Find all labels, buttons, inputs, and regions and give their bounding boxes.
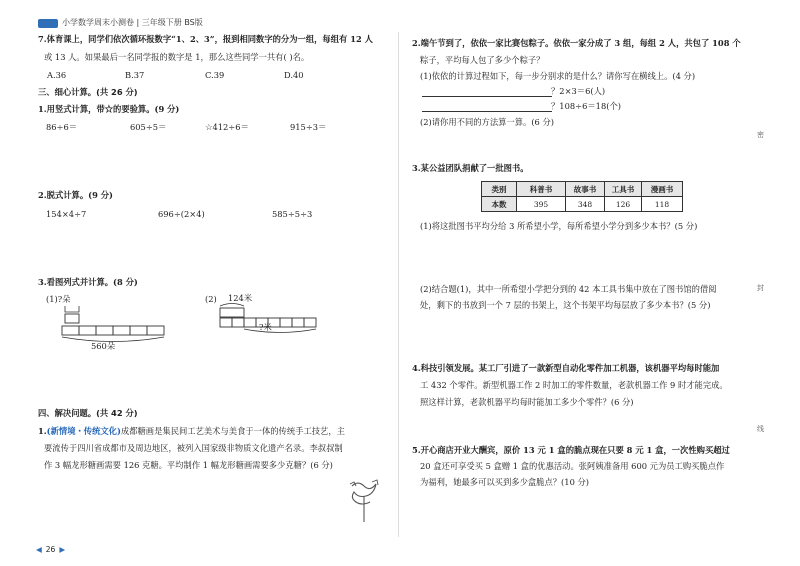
table-cell: 126 [605, 197, 642, 212]
p2-calc1: ？2×3＝6(人) [551, 86, 606, 96]
q7-option-c: C.39 [205, 70, 225, 80]
table-row [482, 182, 683, 197]
diagram2-bars [214, 300, 344, 340]
header-title: 小学数学周末小测卷 | 三年级下册 BS版 [62, 18, 203, 27]
diagram1-label: (1)?朵 [46, 294, 71, 304]
calc2-item: 585÷5÷3 [272, 209, 313, 219]
diagram2-top-value: 124米 [228, 293, 253, 303]
table-header: 科普书 [517, 182, 566, 197]
calc1-item: 605÷5＝ [130, 122, 167, 132]
p2-calc2: ？108÷6＝18(个) [551, 101, 621, 111]
page-number: 26 [45, 545, 56, 554]
next-page-icon[interactable]: ▶ [59, 545, 66, 554]
edge-mark: 密 [757, 131, 764, 139]
section-3-title: 三、细心计算。(共 26 分) [38, 87, 138, 97]
p2-answer-line[interactable] [422, 111, 552, 112]
p5-line3: 为福利，她最多可以买到多少盒脆点？(10 分) [420, 477, 590, 487]
table-cell: 395 [517, 197, 566, 212]
p2-answer-line[interactable] [422, 96, 552, 97]
q7-option-b: B.37 [125, 70, 145, 80]
calc1-item: 86÷6＝ [46, 122, 78, 132]
column-divider [398, 32, 399, 537]
calc3-title: 3.看图列式并计算。(8 分) [38, 277, 138, 287]
p1-line2: 要流传于四川省成都市及周边地区，被列入国家级非物质文化遗产名录。李叔叔制 [44, 443, 343, 453]
dragon-sugar-painting-icon [344, 476, 384, 524]
table-row [482, 197, 683, 212]
p3-sub2-line2: 处，剩下的书放到一个 7 层的书架上，这个书架平均每层放了多少本书？(5 分) [420, 300, 711, 310]
q7-line1: 7.体育课上，同学们依次循环报数字“1、2、3”，报到相同数字的分为一组，每组有 12 人 [38, 34, 373, 44]
table-header: 工具书 [605, 182, 642, 197]
table-row-label: 本数 [482, 197, 517, 212]
q7-option-d: D.40 [284, 70, 304, 80]
page-footer [36, 545, 65, 554]
p5-line1: 5.开心商店开业大酬宾，原价 13 元 1 盒的脆点现在只要 8 元 1 盒，一次性购买超过 [412, 445, 730, 455]
q7-option-a: A.36 [47, 70, 67, 80]
calc2-item: 696÷(2×4) [158, 209, 205, 219]
p1-number: 1. [38, 426, 47, 436]
table-header: 类别 [482, 182, 517, 197]
p2-sub2: (2)请你用不同的方法算一算。(6 分) [420, 117, 555, 127]
p4-line1: 4.科技引领发展。某工厂引进了一款新型自动化零件加工机器，该机器平均每时能加 [412, 363, 720, 373]
p2-line1: 2.端午节到了，依依一家比赛包粽子。依依一家分成了 3 组，每组 2 人，共包了 108 个 [412, 38, 741, 48]
calc2-title: 2.脱式计算。(9 分) [38, 190, 113, 200]
p5-line2: 20 盒还可享受买 5 盒赠 1 盒的优惠活动。张阿姨准备用 600 元为员工购买脆点作 [420, 461, 725, 471]
edge-mark: 封 [757, 284, 764, 292]
prev-page-icon[interactable]: ◀ [36, 545, 42, 554]
table-cell: 118 [642, 197, 683, 212]
p2-line2: 粽子，平均每人包了多少个粽子？ [420, 55, 545, 65]
p1-text: 成都糖画是集民间工艺美术与美食于一体的传统手工技艺，主 [120, 426, 345, 436]
section-4-title: 四、解决问题。(共 42 分) [38, 408, 138, 418]
calc1-item: ☆412÷6＝ [205, 122, 249, 132]
p3-sub1: (1)将这批图书平均分给 3 所希望小学，每所希望小学分到多少本书？(5 分) [420, 221, 698, 231]
diagram2-question: ?米 [259, 322, 272, 332]
p3-title: 3.某公益团队捐献了一批图书。 [412, 163, 529, 173]
calc1-item: 915÷3＝ [290, 122, 327, 132]
diagram2-label: (2) [205, 294, 217, 304]
table-cell: 348 [566, 197, 605, 212]
p4-line3: 照这样计算，老款机器平均每时能加工多少个零件？(6 分) [420, 397, 634, 407]
table-header: 故事书 [566, 182, 605, 197]
p2-sub1: (1)依依的计算过程如下，每一步分别求的是什么？请你写在横线上。(4 分) [420, 71, 696, 81]
p3-sub2-line1: (2)结合题(1)，其中一所希望小学把分到的 42 本工具书集中放在了图书馆的借阅 [420, 284, 717, 294]
diagram1-bars [56, 300, 186, 360]
book-table [481, 181, 683, 212]
calc1-title: 1.用竖式计算，带☆的要验算。(9 分) [38, 104, 180, 114]
calc2-item: 154×4÷7 [46, 209, 87, 219]
p1-line1 [38, 426, 345, 437]
p1-line3: 作 3 幅龙形糖画需要 126 克糖。平均制作 1 幅龙形糖画需要多少克糖？(6 分) [44, 460, 333, 470]
q7-line2: 或 13 人。如果最后一名同学报的数字是 1，那么这些同学一共有( )名。 [44, 52, 310, 62]
edge-mark: 线 [757, 425, 764, 433]
table-header: 漫画书 [642, 182, 683, 197]
diagram1-total: 560朵 [91, 341, 116, 351]
header-logo-icon [38, 19, 58, 28]
p4-line2: 工 432 个零件。新型机器工作 2 时加工的零件数量，老款机器工作 9 时才能完成。 [420, 380, 728, 390]
p1-tag: (新情境・传统文化) [46, 426, 121, 436]
